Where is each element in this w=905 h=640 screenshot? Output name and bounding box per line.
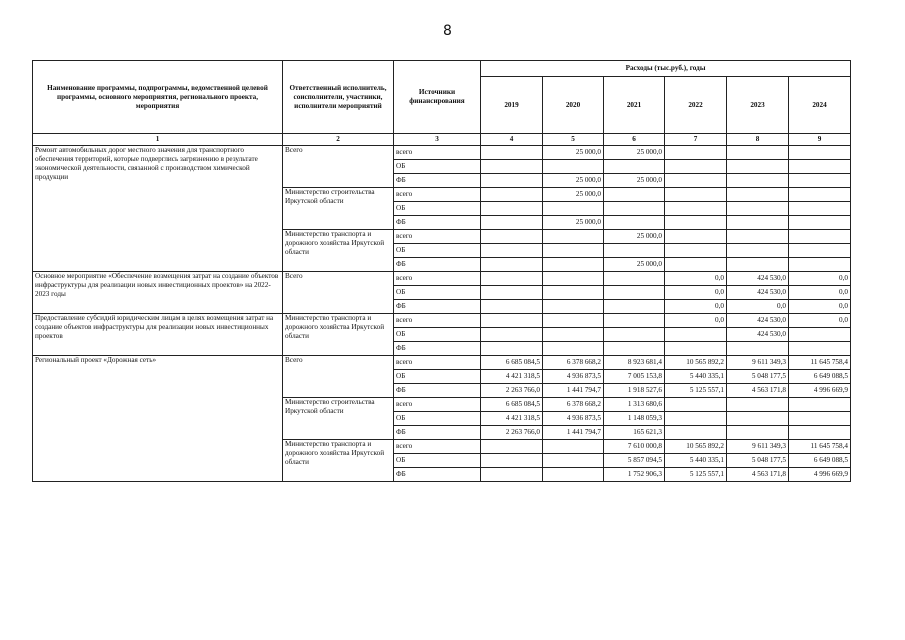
amount-cell: 424 530,0 xyxy=(727,314,789,328)
amount-cell: 9 611 349,3 xyxy=(727,440,789,454)
source-cell: ОБ xyxy=(394,412,481,426)
responsible-cell: Министерство транспорта и дорожного хозяйства Иркутской области xyxy=(283,230,394,272)
amount-cell xyxy=(543,342,604,356)
responsible-cell: Министерство транспорта и дорожного хозяйства Иркутской области xyxy=(283,440,394,482)
amount-cell: 4 563 171,8 xyxy=(727,468,789,482)
amount-cell xyxy=(665,146,727,160)
amount-cell: 25 000,0 xyxy=(604,174,665,188)
amount-cell xyxy=(665,342,727,356)
amount-cell: 25 000,0 xyxy=(543,146,604,160)
amount-cell: 0,0 xyxy=(665,272,727,286)
source-cell: ОБ xyxy=(394,160,481,174)
program-name-cell: Предоставление субсидий юридическим лицам в целях возмещения затрат на создание объектов инфраструктуры для реализации новых инвестиционных проектов xyxy=(33,314,283,356)
amount-cell: 4 996 669,9 xyxy=(789,468,851,482)
amount-cell: 6 649 088,5 xyxy=(789,370,851,384)
amount-cell: 0,0 xyxy=(727,300,789,314)
amount-cell xyxy=(789,174,851,188)
amount-cell xyxy=(481,160,543,174)
amount-cell xyxy=(727,160,789,174)
amount-cell xyxy=(789,258,851,272)
amount-cell xyxy=(789,188,851,202)
amount-cell: 424 530,0 xyxy=(727,286,789,300)
source-cell: всего xyxy=(394,272,481,286)
table-row xyxy=(33,146,851,160)
amount-cell xyxy=(543,230,604,244)
amount-cell xyxy=(543,440,604,454)
source-cell: ФБ xyxy=(394,342,481,356)
amount-cell xyxy=(481,188,543,202)
amount-cell xyxy=(543,258,604,272)
amount-cell xyxy=(543,468,604,482)
source-cell: ФБ xyxy=(394,384,481,398)
amount-cell: 7 610 000,8 xyxy=(604,440,665,454)
table-row xyxy=(33,272,851,286)
index-cell: 5 xyxy=(543,134,604,146)
amount-cell xyxy=(665,188,727,202)
amount-cell xyxy=(604,244,665,258)
amount-cell: 424 530,0 xyxy=(727,272,789,286)
source-cell: ОБ xyxy=(394,244,481,258)
amount-cell: 1 441 794,7 xyxy=(543,426,604,440)
amount-cell: 5 440 335,1 xyxy=(665,370,727,384)
amount-cell xyxy=(665,328,727,342)
amount-cell xyxy=(481,174,543,188)
index-cell: 3 xyxy=(394,134,481,146)
budget-table xyxy=(32,60,851,482)
amount-cell xyxy=(481,300,543,314)
amount-cell xyxy=(481,328,543,342)
amount-cell xyxy=(481,314,543,328)
amount-cell xyxy=(481,244,543,258)
amount-cell xyxy=(604,216,665,230)
amount-cell: 5 048 177,5 xyxy=(727,454,789,468)
source-cell: всего xyxy=(394,230,481,244)
amount-cell: 5 857 094,5 xyxy=(604,454,665,468)
amount-cell xyxy=(727,174,789,188)
source-cell: ФБ xyxy=(394,216,481,230)
amount-cell: 5 125 557,1 xyxy=(665,468,727,482)
amount-cell: 25 000,0 xyxy=(604,258,665,272)
amount-cell xyxy=(543,286,604,300)
amount-cell xyxy=(481,286,543,300)
amount-cell: 11 645 758,4 xyxy=(789,440,851,454)
source-cell: всего xyxy=(394,398,481,412)
index-cell: 9 xyxy=(789,134,851,146)
header-year: 2019 xyxy=(481,77,543,134)
amount-cell xyxy=(543,244,604,258)
amount-cell: 25 000,0 xyxy=(543,174,604,188)
amount-cell xyxy=(789,412,851,426)
amount-cell xyxy=(789,202,851,216)
amount-cell xyxy=(789,160,851,174)
amount-cell xyxy=(481,272,543,286)
amount-cell xyxy=(665,244,727,258)
source-cell: всего xyxy=(394,314,481,328)
amount-cell xyxy=(727,230,789,244)
source-cell: ФБ xyxy=(394,300,481,314)
amount-cell: 0,0 xyxy=(789,314,851,328)
responsible-cell: Министерство строительства Иркутской области xyxy=(283,188,394,230)
table-body xyxy=(33,146,851,482)
amount-cell xyxy=(481,216,543,230)
amount-cell xyxy=(543,160,604,174)
amount-cell: 4 563 171,8 xyxy=(727,384,789,398)
amount-cell: 10 565 892,2 xyxy=(665,356,727,370)
amount-cell xyxy=(604,300,665,314)
amount-cell xyxy=(665,426,727,440)
amount-cell: 4 996 669,9 xyxy=(789,384,851,398)
amount-cell xyxy=(789,244,851,258)
responsible-cell: Министерство транспорта и дорожного хозяйства Иркутской области xyxy=(283,314,394,356)
amount-cell xyxy=(604,202,665,216)
amount-cell: 10 565 892,2 xyxy=(665,440,727,454)
amount-cell xyxy=(727,188,789,202)
amount-cell xyxy=(604,160,665,174)
amount-cell: 0,0 xyxy=(789,272,851,286)
amount-cell: 0,0 xyxy=(665,314,727,328)
amount-cell: 1 313 680,6 xyxy=(604,398,665,412)
amount-cell xyxy=(727,426,789,440)
amount-cell xyxy=(604,272,665,286)
amount-cell xyxy=(727,398,789,412)
amount-cell xyxy=(481,230,543,244)
index-cell: 6 xyxy=(604,134,665,146)
amount-cell xyxy=(543,454,604,468)
amount-cell xyxy=(481,454,543,468)
amount-cell: 0,0 xyxy=(665,300,727,314)
amount-cell xyxy=(789,230,851,244)
amount-cell xyxy=(543,328,604,342)
amount-cell xyxy=(481,342,543,356)
amount-cell: 424 530,0 xyxy=(727,328,789,342)
amount-cell xyxy=(543,300,604,314)
amount-cell: 2 263 766,0 xyxy=(481,426,543,440)
source-cell: ОБ xyxy=(394,202,481,216)
source-cell: ФБ xyxy=(394,174,481,188)
amount-cell: 165 621,3 xyxy=(604,426,665,440)
amount-cell xyxy=(727,258,789,272)
amount-cell: 4 421 318,5 xyxy=(481,412,543,426)
amount-cell xyxy=(481,202,543,216)
program-name-cell: Ремонт автомобильных дорог местного значения для транспортного обеспечения территорий, которые подверглись загрязнению в результате экономической деятельности, связанной с производством химической продукции xyxy=(33,146,283,272)
responsible-cell: Всего xyxy=(283,356,394,398)
amount-cell: 7 005 153,8 xyxy=(604,370,665,384)
header-expenses: Расходы (тыс.руб.), годы xyxy=(481,61,851,77)
amount-cell: 4 936 873,5 xyxy=(543,370,604,384)
amount-cell: 6 378 668,2 xyxy=(543,356,604,370)
amount-cell xyxy=(727,146,789,160)
responsible-cell: Всего xyxy=(283,146,394,188)
amount-cell xyxy=(727,412,789,426)
index-cell: 4 xyxy=(481,134,543,146)
source-cell: ФБ xyxy=(394,426,481,440)
source-cell: ОБ xyxy=(394,454,481,468)
header-year: 2023 xyxy=(727,77,789,134)
index-cell: 8 xyxy=(727,134,789,146)
header-year: 2021 xyxy=(604,77,665,134)
amount-cell: 6 378 668,2 xyxy=(543,398,604,412)
source-cell: ОБ xyxy=(394,286,481,300)
source-cell: ОБ xyxy=(394,370,481,384)
amount-cell: 25 000,0 xyxy=(543,188,604,202)
source-cell: ФБ xyxy=(394,468,481,482)
amount-cell xyxy=(604,342,665,356)
amount-cell xyxy=(727,202,789,216)
amount-cell xyxy=(665,216,727,230)
amount-cell: 4 421 318,5 xyxy=(481,370,543,384)
table-row xyxy=(33,314,851,328)
amount-cell xyxy=(789,146,851,160)
amount-cell xyxy=(604,286,665,300)
amount-cell: 1 752 906,3 xyxy=(604,468,665,482)
amount-cell xyxy=(543,202,604,216)
amount-cell: 6 685 084,5 xyxy=(481,398,543,412)
amount-cell xyxy=(727,216,789,230)
source-cell: всего xyxy=(394,440,481,454)
source-cell: всего xyxy=(394,146,481,160)
header-responsible: Ответственный исполнитель, соисполнители, участники, исполнители мероприятий xyxy=(283,61,394,134)
amount-cell: 2 263 766,0 xyxy=(481,384,543,398)
header-year: 2022 xyxy=(665,77,727,134)
amount-cell xyxy=(789,216,851,230)
amount-cell: 11 645 758,4 xyxy=(789,356,851,370)
amount-cell xyxy=(665,202,727,216)
amount-cell xyxy=(481,468,543,482)
amount-cell xyxy=(665,412,727,426)
amount-cell: 1 918 527,6 xyxy=(604,384,665,398)
amount-cell xyxy=(604,328,665,342)
amount-cell xyxy=(604,188,665,202)
amount-cell: 0,0 xyxy=(665,286,727,300)
source-cell: всего xyxy=(394,188,481,202)
amount-cell: 5 125 557,1 xyxy=(665,384,727,398)
index-cell: 1 xyxy=(33,134,283,146)
amount-cell: 25 000,0 xyxy=(543,216,604,230)
responsible-cell: Министерство строительства Иркутской области xyxy=(283,398,394,440)
amount-cell xyxy=(543,314,604,328)
amount-cell xyxy=(665,160,727,174)
amount-cell: 4 936 873,5 xyxy=(543,412,604,426)
amount-cell xyxy=(543,272,604,286)
amount-cell xyxy=(604,314,665,328)
amount-cell xyxy=(789,426,851,440)
amount-cell xyxy=(665,230,727,244)
source-cell: ФБ xyxy=(394,258,481,272)
amount-cell: 1 148 059,3 xyxy=(604,412,665,426)
amount-cell: 6 649 088,5 xyxy=(789,454,851,468)
amount-cell: 0,0 xyxy=(789,300,851,314)
program-name-cell: Региональный проект «Дорожная сеть» xyxy=(33,356,283,482)
amount-cell: 1 441 794,7 xyxy=(543,384,604,398)
page-number: 8 xyxy=(443,23,452,39)
amount-cell: 5 048 177,5 xyxy=(727,370,789,384)
source-cell: всего xyxy=(394,356,481,370)
amount-cell xyxy=(665,258,727,272)
amount-cell xyxy=(789,398,851,412)
amount-cell xyxy=(789,328,851,342)
amount-cell: 5 440 335,1 xyxy=(665,454,727,468)
program-name-cell: Основное мероприятие «Обеспечение возмещения затрат на создание объектов инфраструктуры для реализации новых инвестиционных проектов» на 2022-2023 годы xyxy=(33,272,283,314)
amount-cell: 25 000,0 xyxy=(604,230,665,244)
table-row xyxy=(33,356,851,370)
amount-cell: 25 000,0 xyxy=(604,146,665,160)
amount-cell xyxy=(665,174,727,188)
index-cell: 2 xyxy=(283,134,394,146)
index-cell: 7 xyxy=(665,134,727,146)
amount-cell: 6 685 084,5 xyxy=(481,356,543,370)
header-year: 2024 xyxy=(789,77,851,134)
header-year: 2020 xyxy=(543,77,604,134)
amount-cell xyxy=(481,440,543,454)
header-source: Источники финансирования xyxy=(394,61,481,134)
amount-cell xyxy=(727,342,789,356)
responsible-cell: Всего xyxy=(283,272,394,314)
amount-cell xyxy=(665,398,727,412)
amount-cell xyxy=(481,258,543,272)
amount-cell xyxy=(481,146,543,160)
amount-cell: 0,0 xyxy=(789,286,851,300)
amount-cell: 9 611 349,3 xyxy=(727,356,789,370)
amount-cell xyxy=(727,244,789,258)
amount-cell: 8 923 681,4 xyxy=(604,356,665,370)
source-cell: ОБ xyxy=(394,328,481,342)
header-name: Наименование программы, подпрограммы, ведомственной целевой программы, основного мероприятия, регионального проекта, мероприятия xyxy=(33,61,283,134)
amount-cell xyxy=(789,342,851,356)
